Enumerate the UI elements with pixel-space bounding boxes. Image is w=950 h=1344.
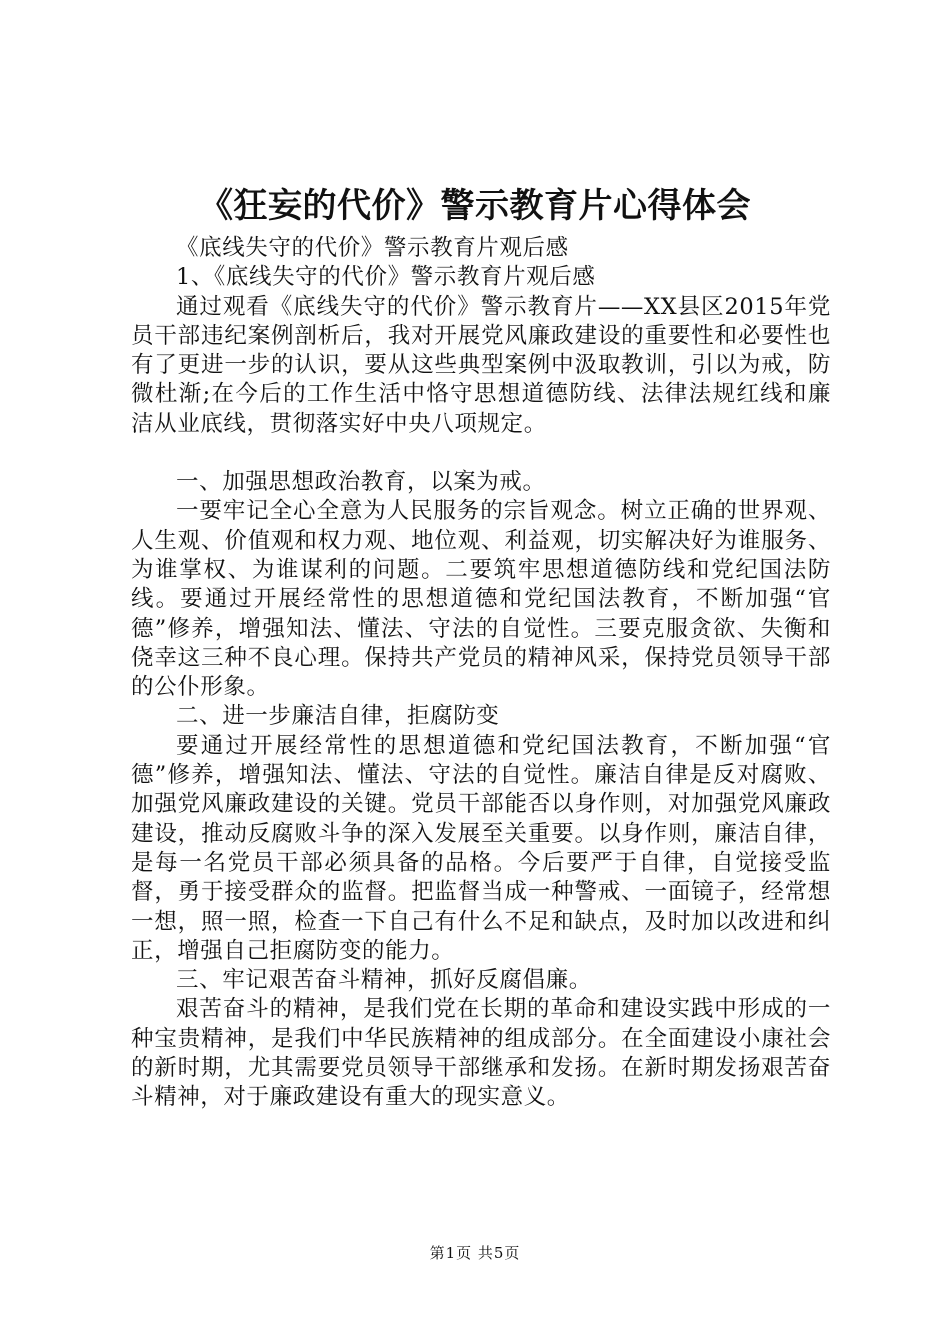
paragraph-section-1: 一要牢记全心全意为人民服务的宗旨观念。树立正确的世界观、人生观、价值观和权力观、地位观、利益观，切实解决好为谁服务、为谁掌权、为谁谋利的问题。二要筑牢思想道德防线和党纪国法防线。要通过开展经常性的思想道德和党纪国法教育，不断加强“官德”修养，增强知法、懂法、守法的自觉性。三要克服贪欲、失衡和侥幸这三种不良心理。保持共产党员的精神风采，保持党员领导干部的公仆形象。 [131, 498, 831, 701]
document-body [131, 234, 831, 1113]
heading-section-3: 三、牢记艰苦奋斗精神，抓好反腐倡廉。 [176, 967, 592, 994]
paragraph-section-heading: 1、《底线失守的代价》警示教育片观后感 [176, 264, 596, 291]
page-number-footer: 第1页 共5页 [429, 1244, 521, 1262]
document-title: 《狂妄的代价》警示教育片心得体会 [199, 186, 751, 226]
heading-section-1: 一、加强思想政治教育，以案为戒。 [176, 469, 546, 496]
paragraph-section-2: 要通过开展经常性的思想道德和党纪国法教育，不断加强“官德”修养，增强知法、懂法、守法的自觉性。廉洁自律是反对腐败、加强党风廉政建设的关键。党员干部能否以身作则，对加强党风廉政建设，推动反腐败斗争的深入发展至关重要。以身作则，廉洁自律，是每一名党员干部必须具备的品格。今后要严于自律，自觉接受监督，勇于接受群众的监督。把监督当成一种警戒、一面镜子，经常想一想，照一照，检查一下自己有什么不足和缺点，及时加以改进和纠正，增强自己拒腐防变的能力。 [131, 732, 831, 964]
paragraph-subtitle: 《底线失守的代价》警示教育片观后感 [176, 235, 569, 261]
heading-section-2: 二、进一步廉洁自律，拒腐防变 [176, 703, 500, 730]
paragraph-intro: 通过观看《底线失守的代价》警示教育片——XX县区2015年党员干部违纪案例剖析后，我对开展党风廉政建设的重要性和必要性也有了更进一步的认识，要从这些典型案例中汲取教训，引以为戒，防微杜渐;在今后的工作生活中恪守思想道德防线、法律法规红线和廉洁从业底线，贯彻落实好中央八项规定。 [131, 293, 831, 437]
paragraph-section-3: 艰苦奋斗的精神，是我们党在长期的革命和建设实践中形成的一种宝贵精神，是我们中华民族精神的组成部分。在全面建设小康社会的新时期，尤其需要党员领导干部继承和发扬。在新时期发扬艰苦奋斗精神，对于廉政建设有重大的现实意义。 [131, 996, 831, 1111]
